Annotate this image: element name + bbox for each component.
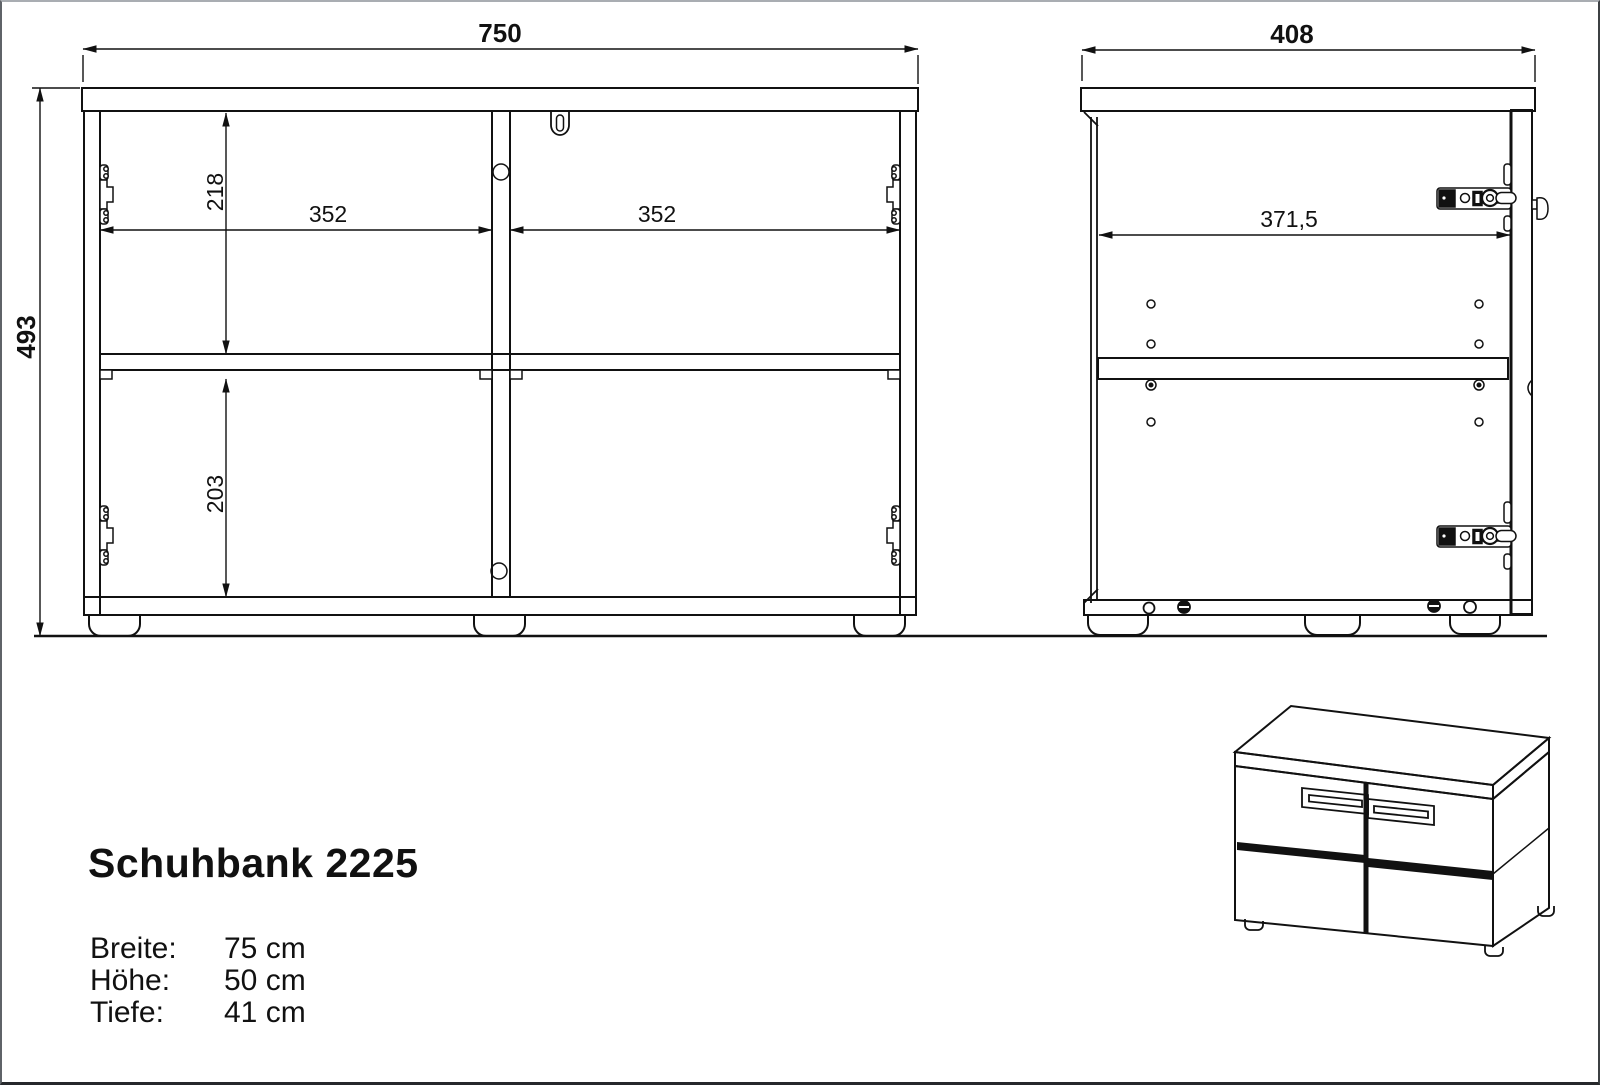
- spec-table: [90, 933, 306, 1029]
- dim-front-width-label: 750: [478, 18, 522, 48]
- spec-label-breite: Breite:: [90, 932, 177, 965]
- side-view: [1081, 19, 1548, 635]
- dim-right-opening: [510, 201, 900, 230]
- dim-side-depth: [1082, 19, 1535, 82]
- picto-top-face: [1235, 706, 1549, 785]
- dim-lower-compartment: [202, 379, 228, 597]
- side-hinges: [1437, 164, 1516, 569]
- spec-value-tiefe: 41 cm: [224, 996, 306, 1029]
- cam-lock-lower: [491, 563, 507, 579]
- technical-drawing: [2, 2, 1600, 1085]
- spec-row-breite: [90, 933, 306, 965]
- bottom-screws: [1144, 600, 1477, 614]
- dim-inner-depth-label: 371,5: [1260, 206, 1318, 232]
- picto-side-face: [1493, 752, 1549, 946]
- front-carcass: [82, 88, 918, 615]
- front-view: [11, 18, 918, 636]
- dim-left-opening: [100, 201, 492, 230]
- shelf-clips: [100, 370, 900, 379]
- dim-upper-compartment-label: 218: [202, 172, 228, 212]
- shelf-pin-holes: [1146, 300, 1484, 426]
- side-door: [1511, 110, 1548, 614]
- spec-label-tiefe: Tiefe:: [90, 996, 164, 1029]
- picto-side-gap-line: [1493, 828, 1549, 874]
- keyhole-fitting: [551, 111, 569, 135]
- dim-lower-compartment-label: 203: [202, 474, 228, 514]
- dim-front-height-label: 493: [11, 315, 41, 359]
- spec-value-breite: 75 cm: [224, 932, 306, 965]
- picto-top-edge-side: [1493, 738, 1549, 799]
- dim-side-depth-label: 408: [1270, 19, 1314, 49]
- door-knob: [1532, 198, 1548, 220]
- spec-value-hoehe: 50 cm: [224, 964, 306, 997]
- dim-right-opening-label: 352: [637, 201, 677, 227]
- dim-inner-depth: [1099, 206, 1510, 235]
- pictogram-3d: [1235, 706, 1554, 956]
- side-feet: [1088, 615, 1500, 635]
- dim-front-height: [11, 88, 80, 636]
- spec-label-hoehe: Höhe:: [90, 964, 171, 997]
- dim-left-opening-label: 352: [308, 201, 348, 227]
- front-feet: [89, 615, 905, 636]
- dim-upper-compartment: [202, 113, 228, 354]
- spec-row-hoehe: [90, 965, 306, 997]
- product-title: Schuhbank 2225: [88, 840, 419, 886]
- picto-feet: [1245, 906, 1554, 956]
- cam-lock-upper: [493, 164, 509, 180]
- dim-front-width: [83, 18, 918, 84]
- spec-row-tiefe: [90, 997, 306, 1029]
